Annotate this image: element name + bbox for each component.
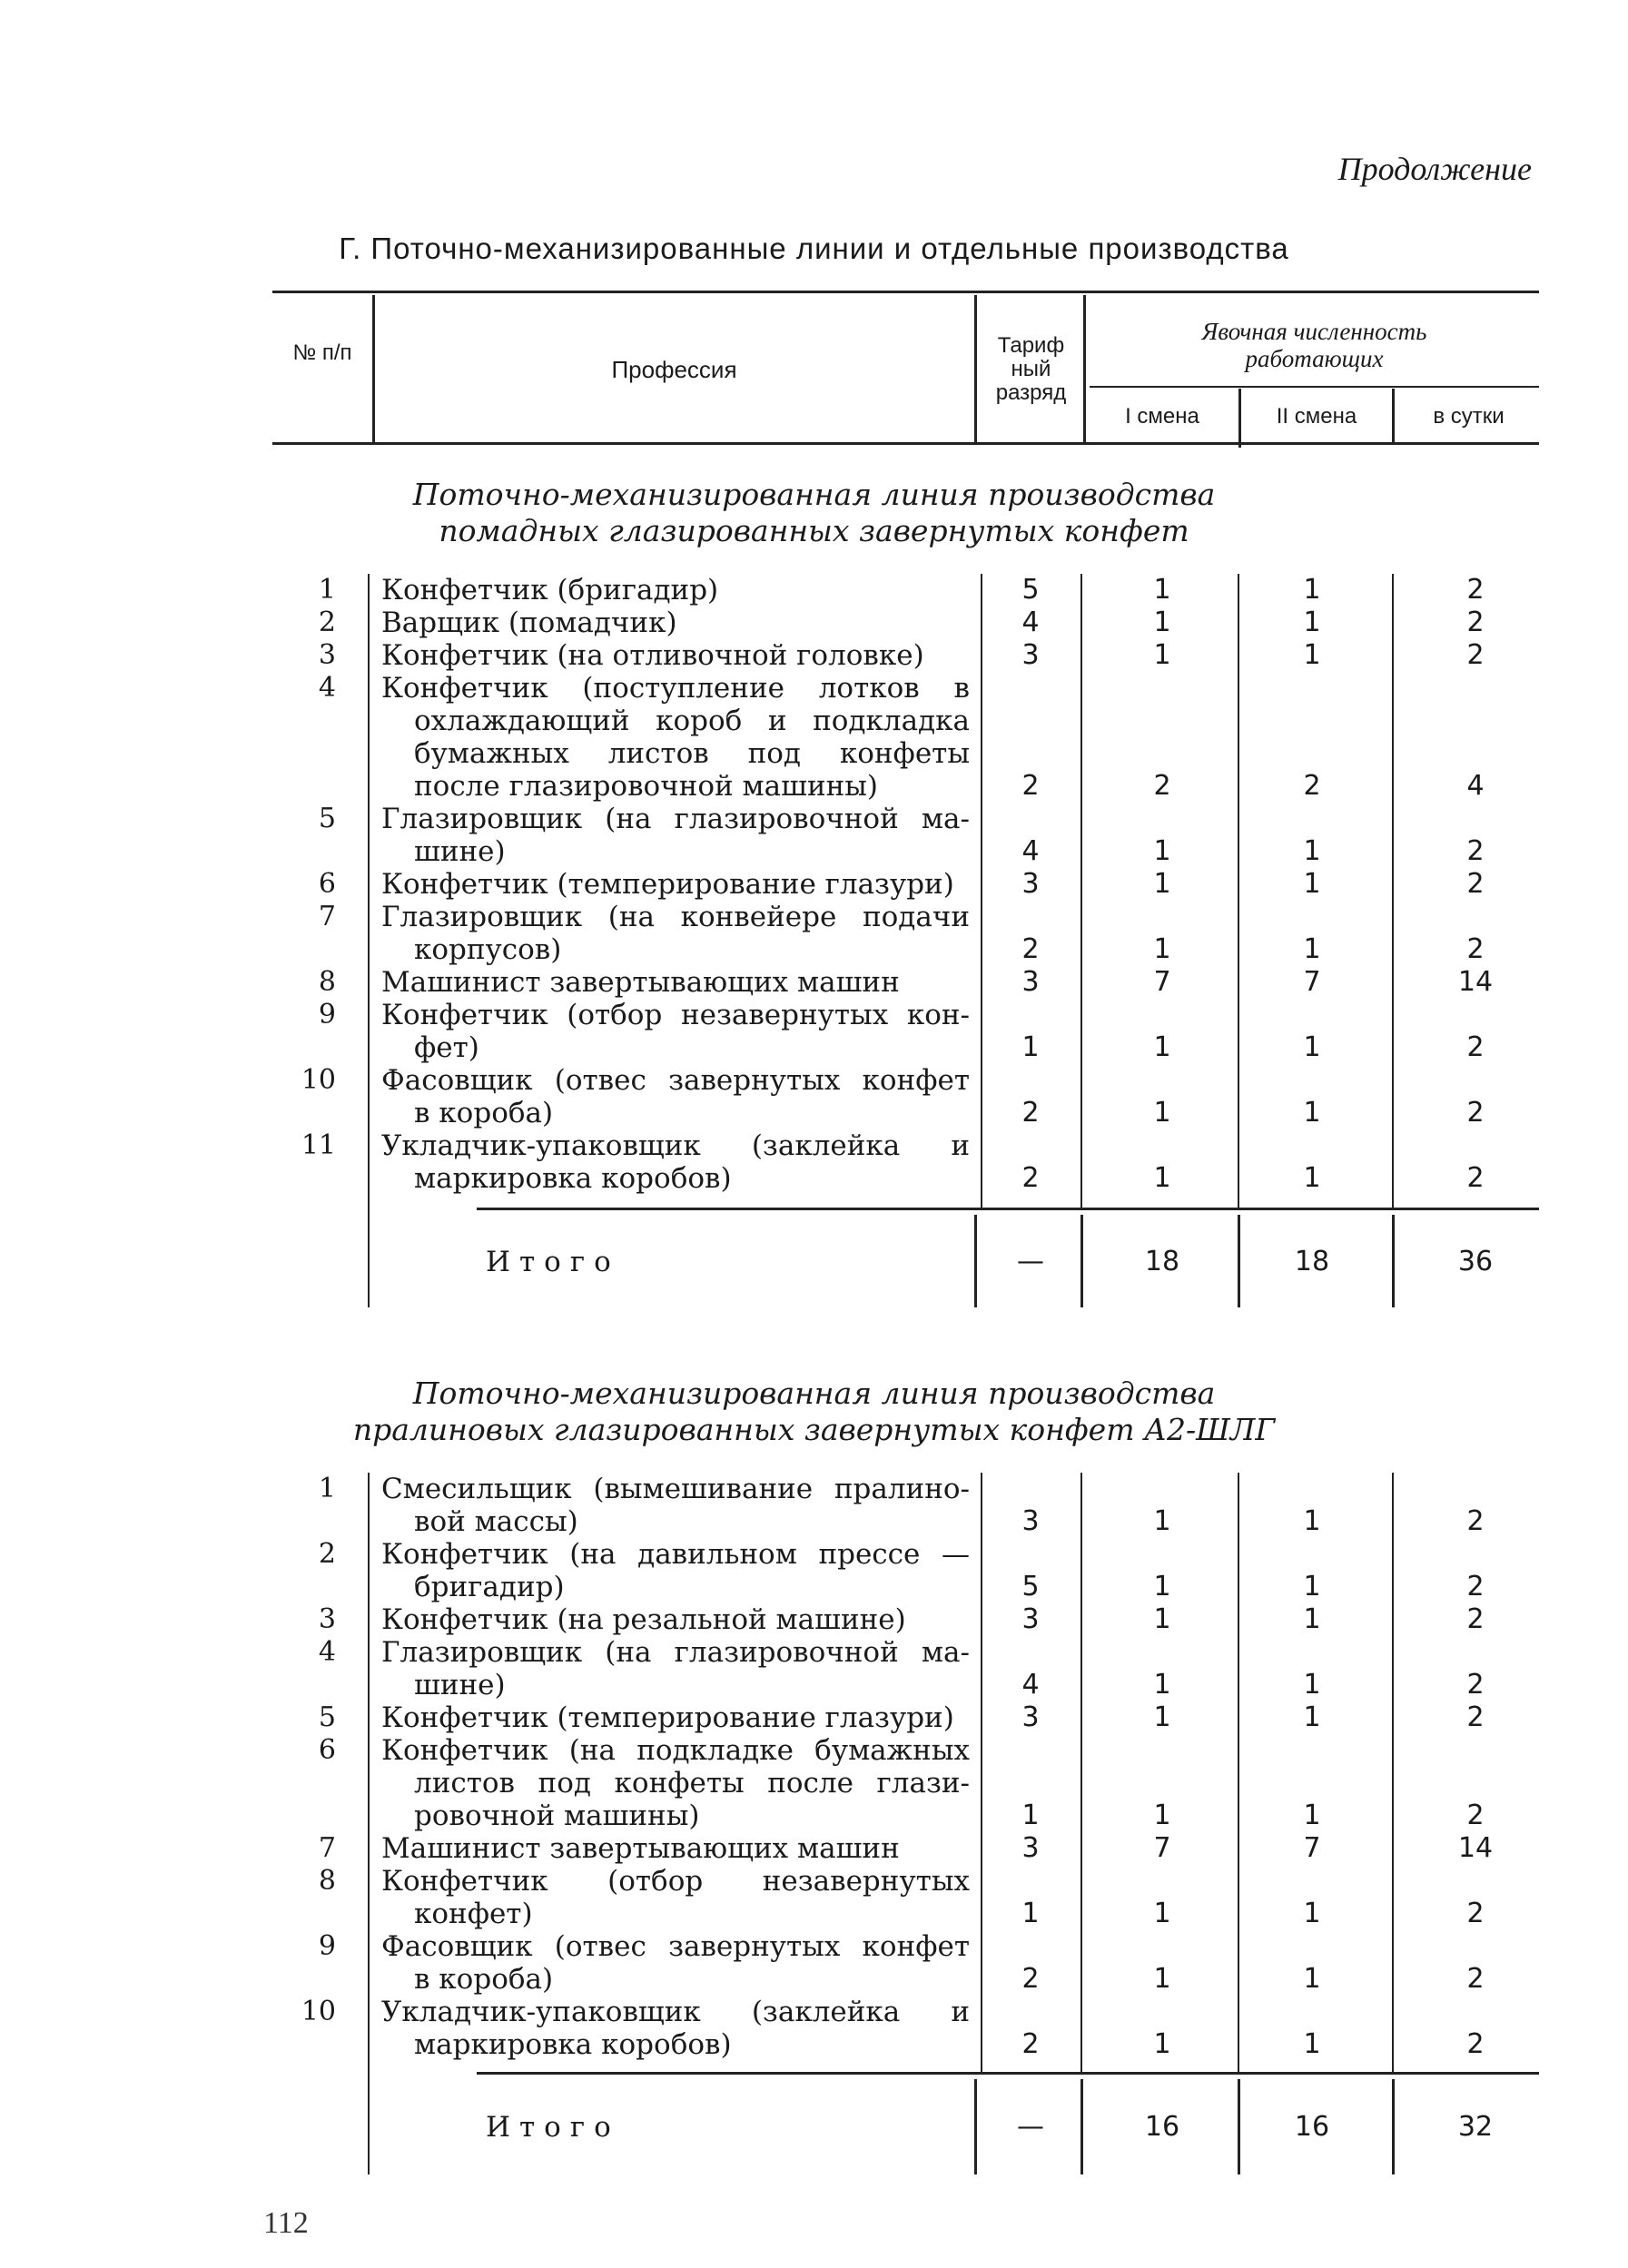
total-shift1: 16 [1144, 2111, 1180, 2143]
shift1-cell: 1 [1153, 1963, 1171, 1995]
shift2-cell: 1 [1303, 1603, 1321, 1635]
shift1-cell: 1 [1153, 1097, 1171, 1129]
profession-line: Конфетчик (темперирование глазури) [381, 868, 954, 901]
grade-cell: 4 [1021, 1669, 1040, 1701]
row-number: 1 [318, 574, 336, 606]
subsection-title: Поточно-механизированная линия производства [412, 477, 1216, 512]
per-day-cell: 2 [1466, 1505, 1485, 1537]
profession-line: Варщик (помадчик) [381, 606, 677, 639]
header-attendance-line: Явочная численность [1201, 318, 1427, 345]
profession-line: Укладчик-упаковщик (заклейка и [381, 1129, 970, 1162]
per-day-cell: 14 [1457, 966, 1494, 998]
per-day-cell: 2 [1466, 835, 1485, 867]
shift1-cell: 7 [1153, 1832, 1171, 1864]
shift2-cell: 1 [1303, 933, 1321, 965]
per-day-cell: 14 [1457, 1832, 1494, 1864]
grade-cell: 2 [1021, 1162, 1040, 1194]
shift1-cell: 1 [1153, 1701, 1171, 1733]
row-number: 3 [318, 1603, 336, 1635]
profession-line: Смесильщик (вымешивание пралино- [381, 1473, 970, 1505]
grade-cell: 2 [1021, 933, 1040, 965]
total-rule [477, 1208, 1539, 1210]
profession-line: после глазировочной машины) [414, 770, 879, 803]
header-attendance [1090, 318, 1539, 372]
total-label: Итого [486, 2111, 620, 2144]
total-shift2: 16 [1294, 2111, 1330, 2143]
shift2-cell: 1 [1303, 1505, 1321, 1537]
subsection-title: Поточно-механизированная линия производства [412, 1376, 1216, 1411]
header-divider [372, 295, 375, 442]
grade-cell: 2 [1021, 770, 1040, 802]
row-number: 5 [318, 1701, 336, 1733]
shift2-cell: 1 [1303, 2028, 1321, 2060]
shift1-cell: 1 [1153, 933, 1171, 965]
profession-line: Машинист завертывающих машин [381, 966, 900, 999]
profession-line: вой массы) [414, 1505, 578, 1538]
header-per-day: в сутки [1433, 404, 1505, 429]
profession-line: шине) [414, 1669, 506, 1701]
subsection-title: пралиновых глазированных завернутых конфет А2-ШЛГ [352, 1412, 1276, 1447]
section-title: Г. Поточно-механизированные линии и отдельные производства [339, 232, 1289, 265]
per-day-cell: 2 [1466, 1701, 1485, 1733]
shift1-cell: 1 [1153, 2028, 1171, 2060]
total-per-day: 32 [1457, 2111, 1494, 2143]
shift2-cell: 1 [1303, 574, 1321, 606]
grade-cell: 3 [1021, 868, 1040, 900]
profession-line: листов под конфеты после глази- [414, 1767, 970, 1800]
row-number: 4 [318, 672, 336, 704]
shift2-cell: 1 [1303, 639, 1321, 671]
row-number: 2 [318, 1538, 336, 1570]
grade-cell: 3 [1021, 1603, 1040, 1635]
shift1-cell: 1 [1153, 1031, 1171, 1063]
grade-cell: 3 [1021, 639, 1040, 671]
header-mid-rule [1090, 386, 1539, 388]
per-day-cell: 2 [1466, 1669, 1485, 1701]
shift2-cell: 1 [1303, 1701, 1321, 1733]
row-number: 4 [318, 1636, 336, 1668]
header-grade-line: разряд [995, 380, 1067, 405]
grade-cell: 5 [1021, 574, 1040, 606]
shift2-cell: 1 [1303, 868, 1321, 900]
header-profession: Профессия [611, 356, 737, 383]
shift1-cell: 1 [1153, 1162, 1171, 1194]
profession-line: шине) [414, 835, 506, 868]
row-number: 8 [318, 1865, 336, 1897]
profession-line: корпусов) [414, 933, 562, 966]
profession-line: Конфетчик (бригадир) [381, 574, 719, 606]
column-rule [368, 1473, 370, 2174]
shift2-cell: 1 [1303, 1898, 1321, 1929]
header-bottom-rule [272, 442, 1539, 445]
shift1-cell: 1 [1153, 1603, 1171, 1635]
per-day-cell: 4 [1466, 770, 1485, 802]
per-day-cell: 2 [1466, 1097, 1485, 1129]
row-number: 6 [318, 1734, 336, 1766]
column-rule [1080, 1473, 1082, 2072]
page-number: 112 [263, 2206, 309, 2240]
row-number: 5 [318, 803, 336, 834]
shift1-cell: 1 [1153, 1800, 1171, 1831]
profession-line: бумажных листов под конфеты [414, 737, 970, 770]
profession-line: Глазировщик (на конвейере подачи [381, 901, 970, 933]
subsection-title: помадных глазированных завернутых конфет [439, 513, 1189, 548]
shift1-cell: 7 [1153, 966, 1171, 998]
header-num: № п/п [292, 340, 352, 365]
per-day-cell: 2 [1466, 1571, 1485, 1602]
per-day-cell: 2 [1466, 1800, 1485, 1831]
shift2-cell: 1 [1303, 606, 1321, 638]
grade-cell: 1 [1021, 1800, 1040, 1831]
profession-line: маркировка коробов) [414, 2028, 732, 2061]
profession-line: Глазировщик (на глазировочной ма- [381, 803, 970, 835]
row-number: 7 [318, 1832, 336, 1864]
total-grade: — [1017, 1246, 1044, 1277]
profession-line: конфет) [414, 1898, 533, 1930]
shift1-cell: 1 [1153, 835, 1171, 867]
per-day-cell: 2 [1466, 639, 1485, 671]
total-shift1: 18 [1144, 1246, 1180, 1277]
per-day-cell: 2 [1466, 606, 1485, 638]
profession-line: Конфетчик (на резальной машине) [381, 1603, 906, 1636]
header-shift2: II смена [1276, 404, 1357, 429]
header-attendance-line: работающих [1245, 345, 1384, 372]
profession-line: Конфетчик (на подкладке бумажных [381, 1734, 970, 1767]
grade-cell: 4 [1021, 606, 1040, 638]
total-rule [477, 2072, 1539, 2075]
profession-line: Конфетчик (на давильном прессе — [381, 1538, 970, 1571]
total-per-day: 36 [1457, 1246, 1494, 1277]
shift1-cell: 1 [1153, 606, 1171, 638]
row-number: 10 [301, 1064, 336, 1096]
total-divider [1080, 1215, 1083, 1307]
per-day-cell: 2 [1466, 1162, 1485, 1194]
shift2-cell: 1 [1303, 1800, 1321, 1831]
total-shift2: 18 [1294, 1246, 1330, 1277]
total-divider [1080, 2079, 1083, 2174]
column-rule [368, 574, 370, 1307]
profession-line: Глазировщик (на глазировочной ма- [381, 1636, 970, 1669]
grade-cell: 3 [1021, 1701, 1040, 1733]
profession-line: Фасовщик (отвес завернутых конфет [381, 1930, 970, 1963]
grade-cell: 2 [1021, 1097, 1040, 1129]
header-grade [979, 334, 1083, 405]
row-number: 6 [318, 868, 336, 900]
profession-line: бригадир) [414, 1571, 565, 1603]
shift2-cell: 1 [1303, 835, 1321, 867]
profession-line: Конфетчик (темперирование глазури) [381, 1701, 954, 1734]
row-number: 10 [301, 1996, 336, 2027]
shift1-cell: 1 [1153, 639, 1171, 671]
per-day-cell: 2 [1466, 1603, 1485, 1635]
shift1-cell: 1 [1153, 868, 1171, 900]
shift2-cell: 1 [1303, 1669, 1321, 1701]
shift2-cell: 7 [1303, 1832, 1321, 1864]
per-day-cell: 2 [1466, 1898, 1485, 1929]
grade-cell: 3 [1021, 1505, 1040, 1537]
grade-cell: 2 [1021, 2028, 1040, 2060]
grade-cell: 2 [1021, 1963, 1040, 1995]
header-divider [1392, 389, 1395, 442]
shift2-cell: 2 [1303, 770, 1321, 802]
grade-cell: 1 [1021, 1031, 1040, 1063]
shift1-cell: 2 [1153, 770, 1171, 802]
header-grade-line: ный [1011, 357, 1051, 381]
profession-line: Укладчик-упаковщик (заклейка и [381, 1996, 970, 2028]
total-grade: — [1017, 2111, 1044, 2143]
column-rule [1080, 574, 1082, 1208]
profession-line: Конфетчик (на отливочной головке) [381, 639, 924, 672]
grade-cell: 5 [1021, 1571, 1040, 1602]
grade-cell: 1 [1021, 1898, 1040, 1929]
total-label: Итого [486, 1246, 620, 1278]
profession-line: маркировка коробов) [414, 1162, 732, 1195]
shift1-cell: 1 [1153, 1898, 1171, 1929]
per-day-cell: 2 [1466, 1963, 1485, 1995]
profession-line: Конфетчик (поступление лотков в [381, 672, 970, 705]
header-divider [1083, 295, 1086, 442]
grade-cell: 3 [1021, 966, 1040, 998]
shift2-cell: 7 [1303, 966, 1321, 998]
row-number: 11 [301, 1129, 336, 1161]
profession-line: Конфетчик (отбор незавернутых [381, 1865, 970, 1898]
profession-line: охлаждающий короб и подкладка [414, 705, 970, 737]
shift2-cell: 1 [1303, 1097, 1321, 1129]
per-day-cell: 2 [1466, 1031, 1485, 1063]
row-number: 9 [318, 1930, 336, 1962]
total-divider [974, 1215, 977, 1307]
header-grade-line: Тариф [997, 333, 1065, 358]
row-number: 9 [318, 999, 336, 1030]
profession-line: Машинист завертывающих машин [381, 1832, 900, 1865]
row-number: 1 [318, 1473, 336, 1504]
shift1-cell: 1 [1153, 1571, 1171, 1602]
shift1-cell: 1 [1153, 1669, 1171, 1701]
profession-line: ровочной машины) [414, 1800, 700, 1832]
row-number: 2 [318, 606, 336, 638]
per-day-cell: 2 [1466, 868, 1485, 900]
total-divider [974, 2079, 977, 2174]
row-number: 7 [318, 901, 336, 932]
grade-cell: 4 [1021, 835, 1040, 867]
header-divider [974, 295, 977, 442]
shift2-cell: 1 [1303, 1031, 1321, 1063]
shift2-cell: 1 [1303, 1162, 1321, 1194]
per-day-cell: 2 [1466, 933, 1485, 965]
shift2-cell: 1 [1303, 1571, 1321, 1602]
grade-cell: 3 [1021, 1832, 1040, 1864]
row-number: 8 [318, 966, 336, 998]
header-top-rule [272, 291, 1539, 293]
shift1-cell: 1 [1153, 1505, 1171, 1537]
continuation-label: Продолжение [1337, 151, 1532, 187]
profession-line: Конфетчик (отбор незавернутых кон- [381, 999, 970, 1031]
profession-line: Фасовщик (отвес завернутых конфет [381, 1064, 970, 1097]
profession-line: в короба) [414, 1097, 554, 1129]
profession-line: фет) [414, 1031, 479, 1064]
per-day-cell: 2 [1466, 574, 1485, 606]
shift2-cell: 1 [1303, 1963, 1321, 1995]
shift1-cell: 1 [1153, 574, 1171, 606]
per-day-cell: 2 [1466, 2028, 1485, 2060]
header-divider [1238, 389, 1241, 448]
header-shift1: I смена [1125, 404, 1199, 429]
profession-line: в короба) [414, 1963, 554, 1996]
row-number: 3 [318, 639, 336, 671]
